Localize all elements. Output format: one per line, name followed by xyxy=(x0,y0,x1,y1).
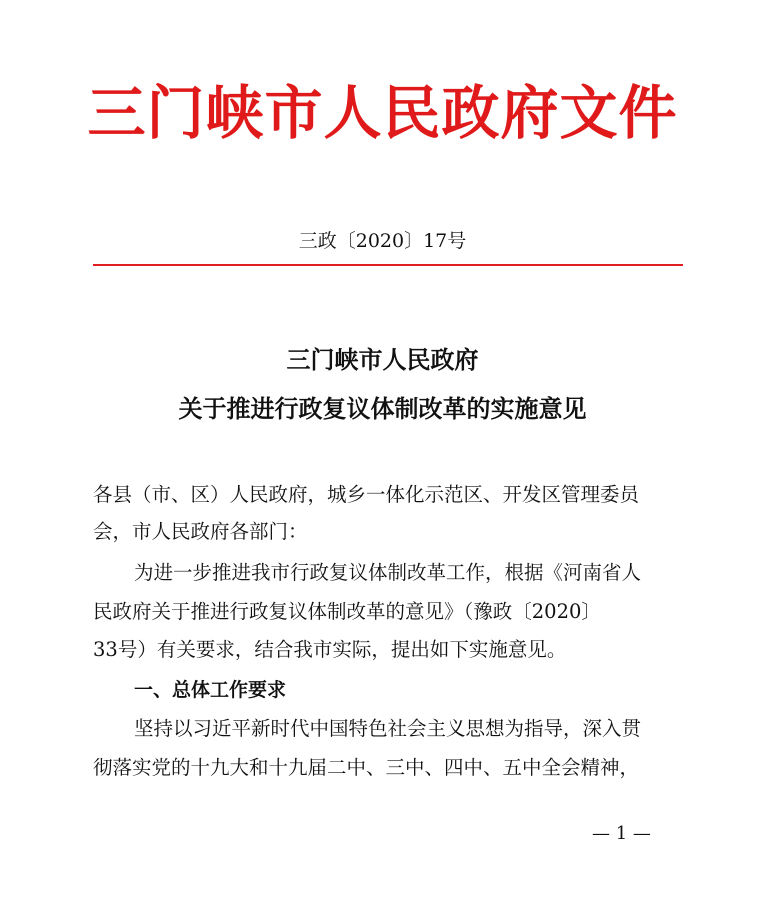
red-divider-line xyxy=(93,264,683,266)
section1-line-1: 坚持以习近平新时代中国特色社会主义思想为指导，深入贯 xyxy=(134,717,642,740)
intro-line-3: 33号）有关要求，结合我市实际，提出如下实施意见。 xyxy=(93,638,567,661)
addressee-line-1: 各县（市、区）人民政府，城乡一体化示范区、开发区管理委员 xyxy=(93,483,640,506)
document-title-line-2: 关于推进行政复议体制改革的实施意见 xyxy=(178,394,587,423)
masthead-title: 三门峡市人民政府文件 xyxy=(87,79,678,147)
section-heading-1: 一、总体工作要求 xyxy=(134,679,287,701)
intro-line-1: 为进一步推进我市行政复议体制改革工作，根据《河南省人 xyxy=(134,561,642,584)
document-number: 三政〔2020〕17号 xyxy=(298,230,467,252)
page-number: — 1 — xyxy=(592,823,651,844)
addressee-line-2: 会，市人民政府各部门： xyxy=(93,520,308,543)
section1-line-2: 彻落实党的十九大和十九届二中、三中、四中、五中全会精神， xyxy=(93,756,640,779)
document-title-line-1: 三门峡市人民政府 xyxy=(286,345,479,374)
intro-line-2: 民政府关于推进行政复议体制改革的意见》（豫政〔2020〕 xyxy=(93,600,601,623)
